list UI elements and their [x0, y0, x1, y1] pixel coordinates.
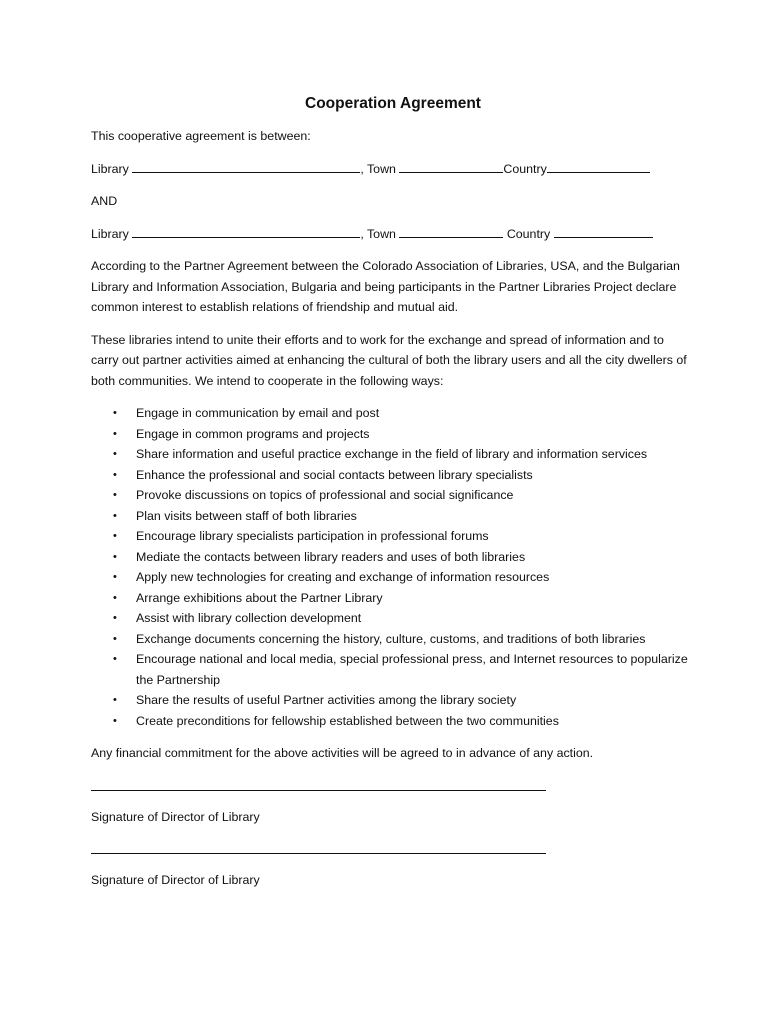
bullet-icon: •: [113, 694, 117, 706]
list-item-text: Apply new technologies for creating and exchange of information resources: [136, 570, 550, 584]
list-item-text: Enhance the professional and social contacts between library specialists: [136, 467, 533, 482]
list-item: [113, 567, 691, 588]
town-label: , Town: [360, 161, 396, 176]
list-item-text: Share the results of useful Partner activities among the library society: [136, 693, 517, 707]
bullet-icon: •: [113, 448, 117, 460]
list-item: [113, 526, 691, 547]
list-item: [113, 444, 691, 465]
list-item-text: Engage in communication by email and post: [136, 406, 380, 420]
library-2-blank: [132, 224, 360, 238]
signature-line: [91, 852, 546, 854]
bullet-icon: •: [113, 530, 117, 542]
bullet-icon: •: [113, 550, 117, 563]
town-2-blank: [399, 224, 503, 238]
list-item: [113, 629, 691, 650]
bullet-icon: •: [113, 407, 117, 419]
bullet-icon: •: [113, 489, 117, 501]
list-item: [113, 588, 691, 609]
list-item: [113, 403, 691, 424]
country-1-blank: [547, 159, 650, 173]
partner-agreement-paragraph: According to the Partner Agreement between the Colorado Association of Libraries, USA, and the Bulgarian Library and Information Association, Bulgaria and being participants in the Partner Libraries Project declare common interest to establish relations of friendship and mutual aid.: [91, 259, 680, 314]
country-label: Country: [503, 161, 547, 176]
financial-commitment-note: Any financial commitment for the above activities will be agreed to in advance of any action.: [91, 746, 594, 760]
town-label: , Town: [360, 226, 396, 241]
bullet-icon: •: [113, 612, 117, 624]
list-item: [113, 485, 691, 506]
list-item: [113, 649, 691, 690]
bullet-icon: •: [113, 427, 117, 440]
bullet-icon: •: [113, 591, 117, 604]
list-item-text: Share information and useful practice exchange in the field of library and information services: [136, 447, 648, 461]
bullet-icon: •: [113, 509, 117, 522]
list-item-text: Create preconditions for fellowship established between the two communities: [136, 713, 559, 728]
list-item: [113, 547, 691, 568]
country-2-blank: [554, 224, 653, 238]
cooperation-ways-list: [91, 403, 691, 731]
party-2-form-line: [91, 224, 691, 245]
intro-text: This cooperative agreement is between:: [91, 129, 311, 143]
list-item-text: Assist with library collection development: [136, 611, 362, 625]
party-1-form-line: [91, 159, 691, 180]
bullet-icon: •: [113, 571, 117, 583]
list-item-text: Encourage national and local media, special professional press, and Internet resources to popularize the Partnership: [136, 652, 688, 687]
list-item: [113, 506, 691, 527]
bullet-icon: •: [113, 632, 117, 645]
list-item-text: Encourage library specialists participation in professional forums: [136, 529, 489, 543]
list-item: [113, 424, 691, 445]
signature-line: [91, 789, 546, 791]
list-item-text: Mediate the contacts between library readers and uses of both libraries: [136, 549, 526, 564]
bullet-icon: •: [113, 653, 117, 665]
country-label: Country: [506, 226, 551, 241]
town-1-blank: [399, 159, 503, 173]
intent-paragraph: These libraries intend to unite their efforts and to work for the exchange and spread of information and to carry out partner activities aimed at enhancing the cultural of both the library users and all the city dwellers of both communities. We intend to cooperate in the following ways:: [91, 332, 687, 388]
list-item-text: Arrange exhibitions about the Partner Library: [136, 590, 383, 605]
signature-label: Signature of Director of Library: [91, 809, 260, 824]
signature-block-2: [91, 852, 691, 891]
list-item: [113, 608, 691, 629]
page-title: Cooperation Agreement: [305, 95, 481, 112]
bullet-icon: •: [113, 714, 117, 727]
bullet-icon: •: [113, 468, 117, 481]
list-item-text: Engage in common programs and projects: [136, 426, 370, 441]
signature-label: Signature of Director of Library: [91, 873, 260, 887]
list-item-text: Exchange documents concerning the history, culture, customs, and traditions of both libraries: [136, 631, 646, 646]
list-item: [113, 690, 691, 711]
list-item: [113, 711, 691, 732]
signature-block-1: [91, 789, 691, 828]
and-label: AND: [91, 194, 118, 208]
list-item: [113, 465, 691, 486]
document-body: [91, 94, 691, 891]
list-item-text: Plan visits between staff of both libraries: [136, 508, 357, 523]
list-item-text: Provoke discussions on topics of professional and social significance: [136, 488, 514, 502]
library-label: Library: [91, 161, 129, 176]
library-1-blank: [132, 159, 360, 173]
library-label: Library: [91, 226, 129, 241]
